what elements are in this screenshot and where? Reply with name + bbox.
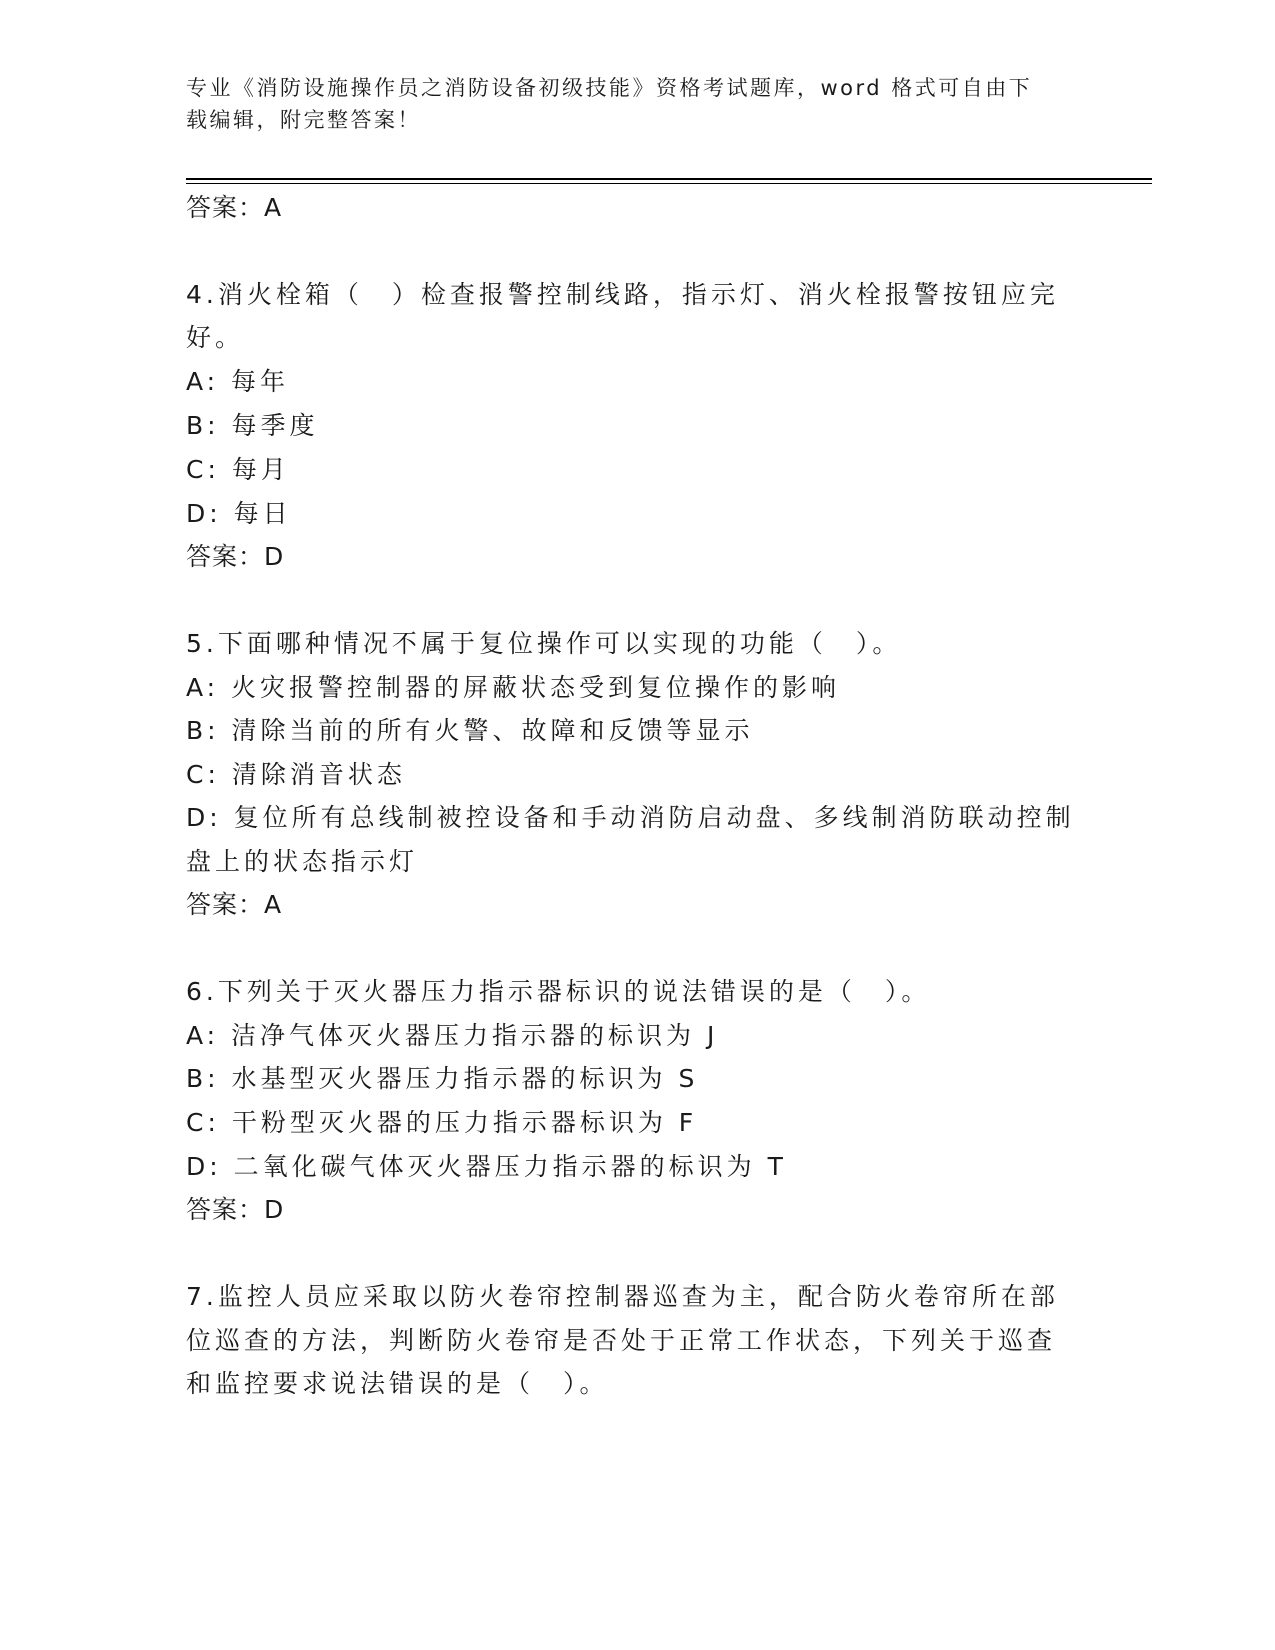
question-5-option-a: A: 火灾报警控制器的屏蔽状态受到复位操作的影响: [186, 673, 841, 702]
question-7-stem-line-1: 7.监控人员应采取以防火卷帘控制器巡查为主，配合防火卷帘所在部: [186, 1282, 1059, 1311]
header-line-2: 载编辑，附完整答案！: [186, 108, 421, 132]
question-6-option-b: B: 水基型灭火器压力指示器的标识为 S: [186, 1064, 699, 1093]
question-4-option-d: D: 每日: [186, 499, 292, 528]
question-5-option-b: B: 清除当前的所有火警、故障和反馈等显示: [186, 716, 754, 745]
question-5-option-d-line-2: 盘上的状态指示灯: [186, 847, 419, 876]
question-7-stem-line-2: 位巡查的方法，判断防火卷帘是否处于正常工作状态，下列关于巡查: [186, 1326, 1057, 1355]
question-4-stem-line-2: 好。: [186, 323, 245, 352]
question-4-option-c: C: 每月: [186, 455, 290, 484]
header-line-1: 专业《消防设施操作员之消防设备初级技能》资格考试题库，word 格式可自由下: [186, 76, 1033, 100]
question-6-answer: 答案：D: [186, 1195, 285, 1224]
question-4-answer: 答案：D: [186, 542, 285, 571]
question-5-option-c: C: 清除消音状态: [186, 760, 406, 789]
header-divider-thin: [186, 183, 1152, 184]
question-5-stem: 5.下面哪种情况不属于复位操作可以实现的功能（ ）。: [186, 629, 902, 658]
question-4-option-b: B: 每季度: [186, 411, 319, 440]
question-6-option-a: A: 洁净气体灭火器压力指示器的标识为 J: [186, 1021, 719, 1050]
question-6-option-c: C: 干粉型灭火器的压力指示器标识为 F: [186, 1108, 698, 1137]
header-divider-thick: [186, 178, 1152, 180]
question-4-option-a: A: 每年: [186, 367, 290, 396]
answer-previous: 答案：A: [186, 193, 283, 222]
question-4-stem-line-1: 4.消火栓箱（ ）检查报警控制线路，指示灯、消火栓报警按钮应完: [186, 280, 1059, 309]
page-header: [186, 72, 1066, 136]
question-6-option-d: D: 二氧化碳气体灭火器压力指示器的标识为 T: [186, 1152, 787, 1181]
question-7-stem-line-3: 和监控要求说法错误的是（ ）。: [186, 1369, 609, 1398]
question-6-stem: 6.下列关于灭火器压力指示器标识的说法错误的是（ ）。: [186, 977, 931, 1006]
question-5-option-d-line-1: D: 复位所有总线制被控设备和手动消防启动盘、多线制消防联动控制: [186, 803, 1075, 832]
question-5-answer: 答案：A: [186, 890, 283, 919]
